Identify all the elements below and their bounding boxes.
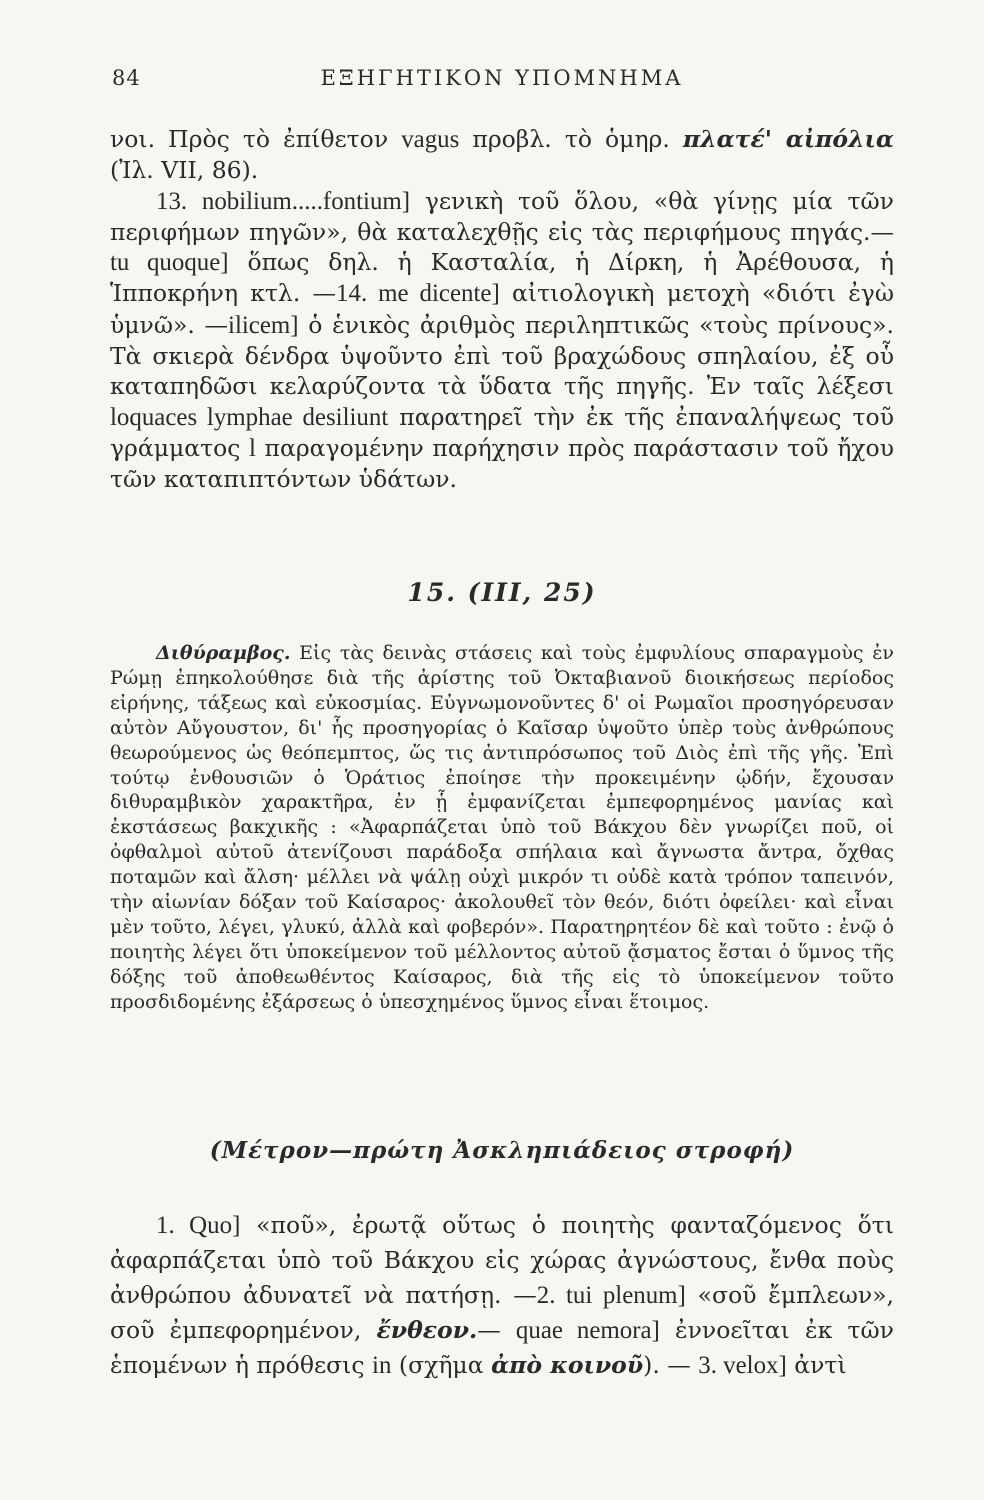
commentary-paragraph-1 (110, 124, 894, 495)
latin-lemma: 1. Quo] (156, 1212, 241, 1239)
latin-letter: l (249, 434, 256, 462)
text-span: «σοῦ ἔμπλεων», σοῦ ἐμπεφορημένον, (110, 1281, 894, 1344)
text-span: «ποῦ», ἐρωτᾷ οὕτως ὁ ποιητὴς φανταζόμενος ὅτι ἀφαρπάζεται ὑπὸ τοῦ Βάκχου εἰς χώρας ἀγνώστους, ἔνθα ποὺς ἀνθρώπου ἀδυνατεῖ νὰ πατήσῃ. — (110, 1211, 894, 1309)
line-number: 13. (156, 187, 188, 215)
running-title: ΕΞΗΓΗΤΙΚΟΝ ΥΠΟΜΝΗΜΑ (320, 66, 684, 90)
page-header (112, 66, 892, 106)
text-span: ὁ ἑνικὸς ἀριθμὸς περιληπτικῶς «τοὺς πρίνους». Τὰ σκιερὰ δένδρα ὑψοῦντο ἐπὶ τοῦ βραχώδους σπηλαίου, ἐξ οὗ καταπηδῶσι κελαρύζοντα τὰ ὕδατα τῆς πηγῆς. Ἐν ταῖς λέξεσι (110, 310, 894, 401)
text-span: ἐννοεῖται ἐκ τῶν ἑπομένων ἡ πρόθεσις (110, 1316, 894, 1379)
text-span: (Ἰλ. VII, 86). (110, 156, 259, 185)
text-span: ἀντὶ (794, 1351, 847, 1379)
text-span: προβλ. τὸ ὁμηρ. (472, 125, 670, 153)
meter-heading: (Μέτρον—πρώτη Ἀσκληπιάδειος στροφή) (209, 1137, 795, 1164)
homeric-quote: πλατέ' αἰπόλια (682, 125, 895, 153)
intro-term: Διθύραμβος. (156, 642, 291, 664)
text-span: Εἰς τὰς δεινὰς στάσεις καὶ τοὺς ἐμφυλίους σπαραγμοὺς ἐν Ρώμῃ ἐπηκολούθησε διὰ τῆς ἀρίστης τοῦ Ὀκταβιανοῦ διοικήσεως περίοδος εἰρήνης, τάξεως καὶ εὐκοσμίας. Εὐγνωμονοῦντες δ' οἱ Ρωμαῖοι προσηγόρευσαν αὐτὸν Αὔγουστον, δι' ἧς προσηγορίας ὁ Καῖσαρ ὑψοῦτο ὑπὲρ τοὺς ἀνθρώπους θεωρούμενος ὡς θεόπεμπτος, ὥς τις ἀντιπρόσωπος τοῦ Διὸς ἐπὶ τῆς γῆς. Ἐπὶ τούτῳ ἐνθουσιῶν ὁ Ὁράτιος ἐποίησε τὴν προκειμένην ᾠδήν, ἔχουσαν διθυραμβικὸν χαρακτῆρα, ἐν ᾗ ἐμφανίζεται ἐμπεφορημένος μανίας καὶ ἐκστάσεως βακχικῆς : «Ἀφαρπάζεται ὑπὸ τοῦ Βάκχου δὲν γνωρίζει ποῦ, οἱ ὀφθαλμοὶ αὐτοῦ ἀτενίζουσι παράδοξα σπήλαια καὶ ἄγνωστα ἄντρα, ὄχθας ποταμῶν καὶ ἄλση· μέλλει νὰ ψάλῃ οὐχὶ μικρόν τι οὐδὲ κατὰ τρόπον ταπεινόν, τὴν αἰωνίαν δόξαν τοῦ Καίσαρος· ἀκολουθεῖ τὸν θεόν, διότι ὀφείλει· καὶ εἶναι μὲν τοῦτο, λέγει, γλυκύ, ἀλλὰ καὶ φοβερόν». Παρατηρητέον δὲ καὶ τοῦτο : ἐνῷ ὁ ποιητὴς λέγει ὅτι ὑποκείμενον τοῦ μέλλοντος αὐτοῦ ᾄσματος ἔσται ὁ ὕμνος τῆς δόξης τοῦ ἀποθεωθέντος Καίσαρος, διὰ τῆς εἰς τὸ ὑποκείμενον τοῦτο προσδιδομένης ἐξάρσεως ὁ ὑπεσχημένος ὕμνος εἶναι ἕτοιμος. (110, 642, 894, 1013)
latin-lemma: vagus (401, 126, 460, 153)
latin-lemma: 14. me dicente] (336, 280, 500, 308)
text-span: νοι. Πρὸς τὸ ἐπίθετον (110, 125, 389, 153)
latin-lemma: loquaces lymphae desiliunt (110, 403, 389, 431)
emphasized-term: ἔνθεον. (376, 1316, 478, 1344)
text-span: ὅπως δηλ. ἡ Κασταλία, ἡ Δίρκη, ἡ Ἀρέθουσα, ἡ Ἱπποκρήνη κτλ. — (110, 248, 894, 308)
text-span: παρατηρεῖ τὴν ἐκ τῆς ἐπαναλήψεως τοῦ γράμματος (110, 402, 894, 462)
commentary-paragraph-2 (110, 1208, 894, 1383)
text-span: αἰτιολογικὴ μετοχὴ «διότι ἐγὼ ὑμνῶ». — (110, 279, 895, 339)
introduction-paragraph (110, 641, 894, 1015)
latin-word: in (372, 1352, 392, 1379)
latin-lemma: quae nemora] (515, 1317, 660, 1344)
emphasized-term: ἀπὸ κοινοῦ (491, 1351, 644, 1379)
latin-lemma: 2. tui plenum] (536, 1282, 686, 1309)
text-span: ). — (643, 1351, 691, 1379)
latin-lemma: ilicem] (228, 311, 299, 339)
text-span: γενικὴ τοῦ ὅλου, «θὰ γίνῃς μία τῶν περιφήμων πηγῶν», θὰ καταλεχθῇς εἰς τὰς περιφήμους πηγάς.— (110, 186, 894, 246)
text-span: (σχῆμα (398, 1351, 484, 1379)
latin-lemma: tu quoque] (110, 249, 229, 277)
page-number: 84 (112, 66, 141, 90)
latin-lemma: 3. velox] (698, 1352, 787, 1379)
latin-lemma: nobilium.....fontium] (201, 187, 411, 215)
text-span: — (477, 1316, 501, 1344)
section-heading-15: 15. (III, 25) (407, 578, 597, 607)
text-span: παραγομένην παρήχησιν πρὸς παράστασιν τοῦ ἤχου τῶν καταπιπτόντων ὑδάτων. (110, 433, 894, 494)
